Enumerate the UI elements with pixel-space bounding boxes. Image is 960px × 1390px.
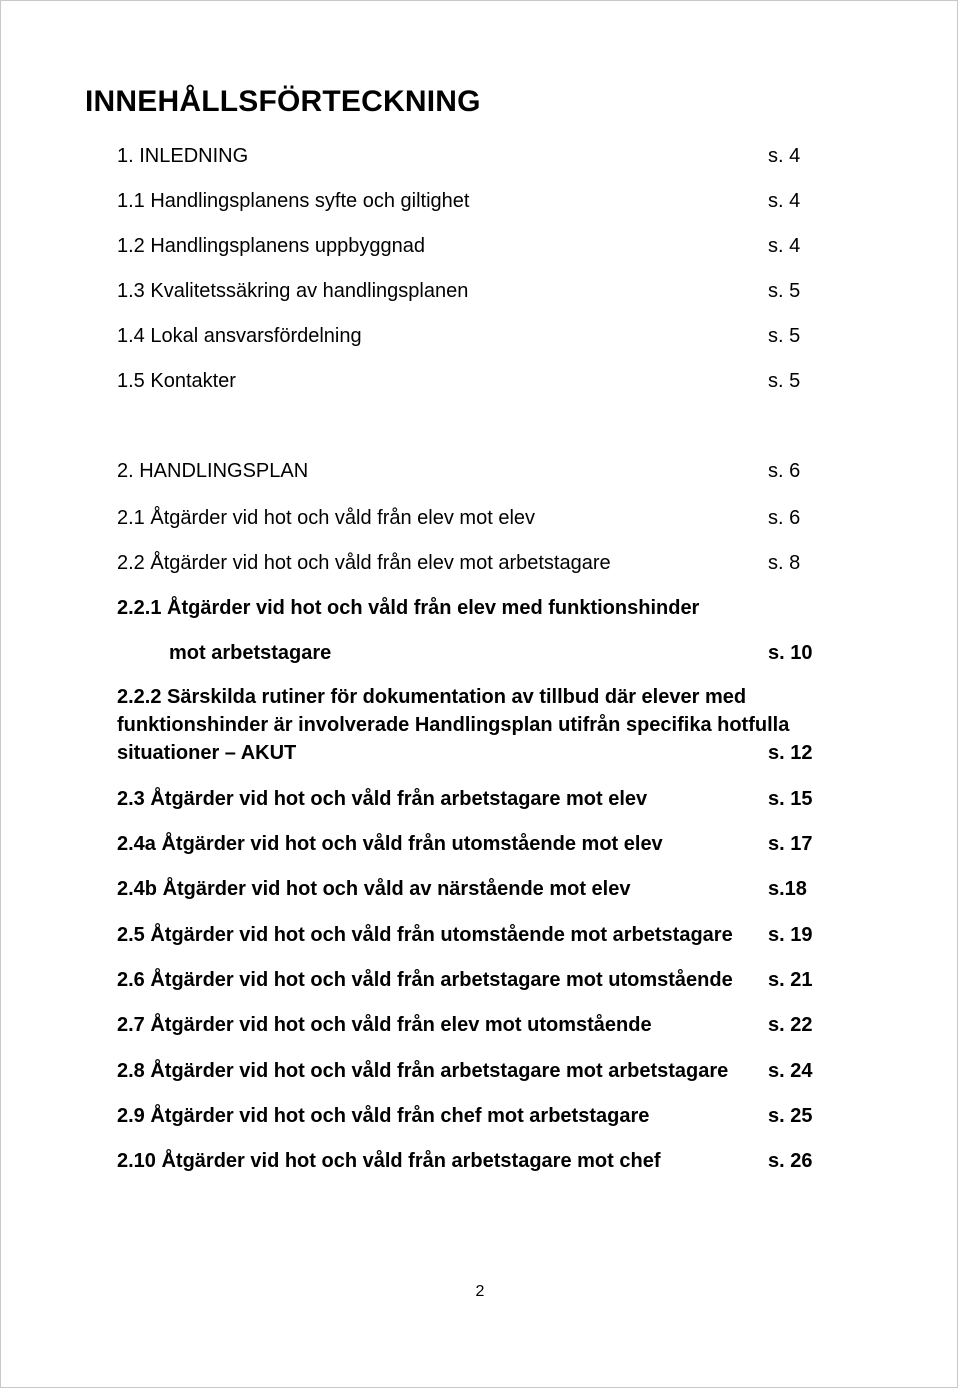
toc-entry (1, 277, 959, 305)
toc-entry-title: 2.5 Åtgärder vid hot och våld från utomstående mot arbetstagare (117, 924, 733, 946)
toc-entry-title: 1.3 Kvalitetssäkring av handlingsplanen (117, 280, 469, 302)
toc-entry-page-row (1, 739, 959, 767)
toc-entry-page: s. 8 (768, 552, 801, 574)
toc-entry (1, 1011, 959, 1039)
toc-entry (1, 1147, 959, 1175)
toc-entry-page: s. 24 (768, 1060, 813, 1082)
toc-entry-title: 1.1 Handlingsplanens syfte och giltighet (117, 190, 470, 212)
toc-entry (1, 232, 959, 260)
toc-entry-page: s. 22 (768, 1014, 813, 1036)
toc-entry-title-line: situationer – AKUT (117, 742, 297, 764)
toc-entry-page: s. 25 (768, 1105, 813, 1127)
toc-entry-title: 1.4 Lokal ansvarsfördelning (117, 325, 362, 347)
toc-entry (1, 1102, 959, 1130)
toc-heading: INNEHÅLLSFÖRTECKNING (85, 85, 481, 118)
toc-entry-title-line: 2.2.2 Särskilda rutiner för dokumentation av tillbud där elever med (117, 686, 747, 708)
toc-entry-title: 2.10 Åtgärder vid hot och våld från arbetstagare mot chef (117, 1150, 661, 1172)
toc-entry (1, 504, 959, 532)
toc-entry-page: s. 17 (768, 833, 813, 855)
toc-entry-title: 2.4a Åtgärder vid hot och våld från utomstående mot elev (117, 833, 663, 855)
toc-entry-title: 1.2 Handlingsplanens uppbyggnad (117, 235, 426, 257)
toc-entry-page: s. 4 (768, 145, 801, 167)
toc-entry-title: 1. INLEDNING (117, 145, 249, 167)
toc-entry-page: s. 6 (768, 460, 801, 482)
toc-entry-page: s. 5 (768, 370, 801, 392)
toc-entry (1, 187, 959, 215)
toc-entry-title: 2.3 Åtgärder vid hot och våld från arbetstagare mot elev (117, 788, 648, 810)
toc-entry-title: 2. HANDLINGSPLAN (117, 460, 309, 482)
toc-entry-title: 2.6 Åtgärder vid hot och våld från arbetstagare mot utomstående (117, 969, 733, 991)
toc-entry (1, 921, 959, 949)
toc-entry (1, 367, 959, 395)
toc-entry (1, 549, 959, 577)
toc-entry-page: s. 5 (768, 280, 801, 302)
toc-entry-title: 2.4b Åtgärder vid hot och våld av närstående mot elev (117, 878, 631, 900)
toc-entry-page: s. 4 (768, 235, 801, 257)
toc-entry-title: 2.2.1 Åtgärder vid hot och våld från elev med funktionshinder (117, 597, 700, 619)
page-number: 2 (475, 1283, 485, 1300)
toc-entry (1, 142, 959, 170)
toc-entry-title: 1.5 Kontakter (117, 370, 236, 392)
toc-entry-title: 2.8 Åtgärder vid hot och våld från arbetstagare mot arbetstagare (117, 1060, 729, 1082)
toc-entry-page: s. 6 (768, 507, 801, 529)
toc-entry-page: s. 26 (768, 1150, 813, 1172)
toc-entry-page: s. 5 (768, 325, 801, 347)
toc-entry-page: s. 10 (768, 642, 813, 664)
toc-entry-page: s.18 (768, 878, 807, 900)
toc-entry-title: 2.9 Åtgärder vid hot och våld från chef mot arbetstagare (117, 1105, 650, 1127)
toc-entry-title: 2.7 Åtgärder vid hot och våld från elev mot utomstående (117, 1014, 652, 1036)
toc-entry (1, 457, 959, 485)
toc-entry-title-line: funktionshinder är involverade Handlingsplan utifrån specifika hotfulla (117, 714, 790, 736)
toc-entry (1, 594, 959, 622)
toc-entry (1, 1057, 959, 1085)
toc-entry-page: s. 12 (768, 742, 813, 764)
toc-entry-page: s. 15 (768, 788, 813, 810)
toc-entry (1, 966, 959, 994)
toc-entry-title: 2.1 Åtgärder vid hot och våld från elev mot elev (117, 507, 536, 529)
toc-entry-page: s. 19 (768, 924, 813, 946)
toc-entry (1, 785, 959, 813)
toc-entry (1, 875, 959, 903)
toc-entry-page: s. 4 (768, 190, 801, 212)
toc-entry-continuation (1, 639, 959, 667)
toc-entry-page: s. 21 (768, 969, 813, 991)
toc-entry-title-continuation: mot arbetstagare (169, 642, 332, 664)
toc-entry-title: 2.2 Åtgärder vid hot och våld från elev mot arbetstagare (117, 552, 611, 574)
toc-entry (1, 830, 959, 858)
toc-entry (1, 322, 959, 350)
